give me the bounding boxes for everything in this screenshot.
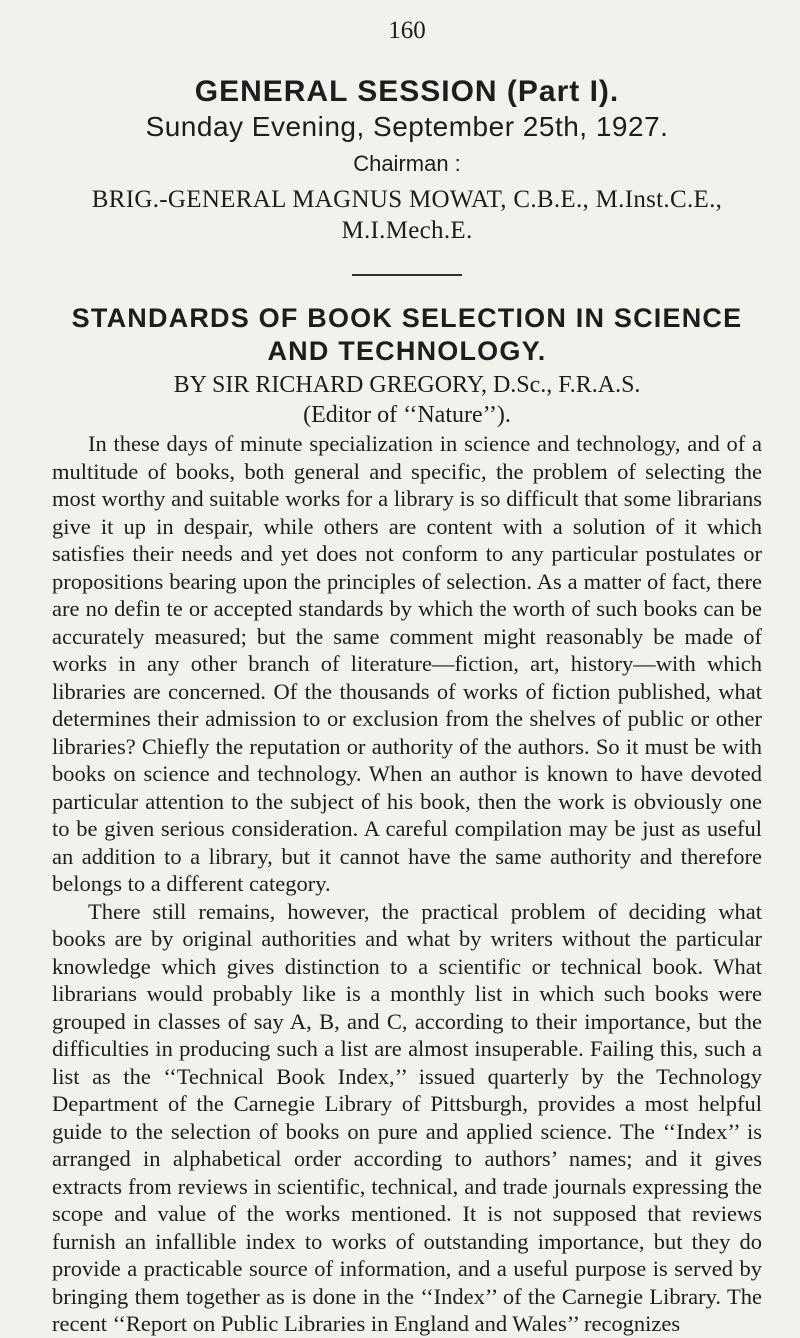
author-affiliation: (Editor of ‘‘Nature’’). [303, 402, 511, 428]
article-byline: BY SIR RICHARD GREGORY, D.Sc., F.R.A.S. [173, 372, 641, 398]
session-date: Sunday Evening, September 25th, 1927. [145, 111, 669, 142]
session-title: GENERAL SESSION (Part I). [194, 75, 620, 108]
page-number: 160 [388, 17, 426, 44]
article-title: STANDARDS OF BOOK SELECTION IN SCIENCE AND TECHNOLOGY. [71, 303, 743, 366]
body-paragraph: There still remains, however, the practical problem of deciding what books are by original authorities and what by writers without the particular knowledge which gives distinction to a scientific or technical book. What librarians would probably like is a monthly list in which such books were grouped in classes of say A, B, and C, according to their importance, but the difficulties in producing such a list are almost insuperable. Failing this, such a list as the ‘‘Technical Book Index,’’ issued quarterly by the Technology Department of the Carnegie Library of Pittsburgh, provides a most helpful guide to the selection of books on pure and applied science. The ‘‘Index’’ is arranged in alphabetical order according to authors’ names; and it gives extracts from reviews in scientific, technical, and trade journals expressing the scope and value of the works mentioned. It is not supposed that reviews furnish an infallible index to works of outstanding importance, but they do provide a practicable source of information, and a useful purpose is served by bringing them together as is done in the ‘‘Index’’ of the Carnegie Library. The recent ‘‘Report on Public Libraries in England and Wales’’ recognizes [52, 898, 762, 1336]
section-divider [352, 274, 462, 276]
chairman-name: BRIG.-GENERAL MAGNUS MOWAT, C.B.E., M.Inst.C.E., M.I.Mech.E. [91, 186, 723, 244]
article-body [52, 430, 762, 1338]
chairman-label: Chairman : [353, 151, 461, 176]
body-paragraph: In these days of minute specialization in science and technology, and of a multitude of books, both general and specific, the problem of selecting the most worthy and suitable works for a library is so difficult that some librarians give it up in despair, while others are content with a solution of it which satisfies their needs and yet does not conform to any particular postulates or propositions bearing upon the principles of selection. As a matter of fact, there are no defin te or accepted standards by which the worth of such books can be accurately measured; but the same comment might reasonably be made of works in any other branch of literature—fiction, art, history—with which libraries are concerned. Of the thousands of works of fiction published, what determines their admission to or exclusion from the shelves of public or other libraries? Chiefly the reputation or authority of the authors. So it must be with books on science and technology. When an author is known to have devoted particular attention to the subject of his book, then the work is obviously one to be given serious consideration. A careful compilation may be just as useful an addition to a library, but it cannot have the same authority and therefore belongs to a different category. [52, 431, 762, 896]
